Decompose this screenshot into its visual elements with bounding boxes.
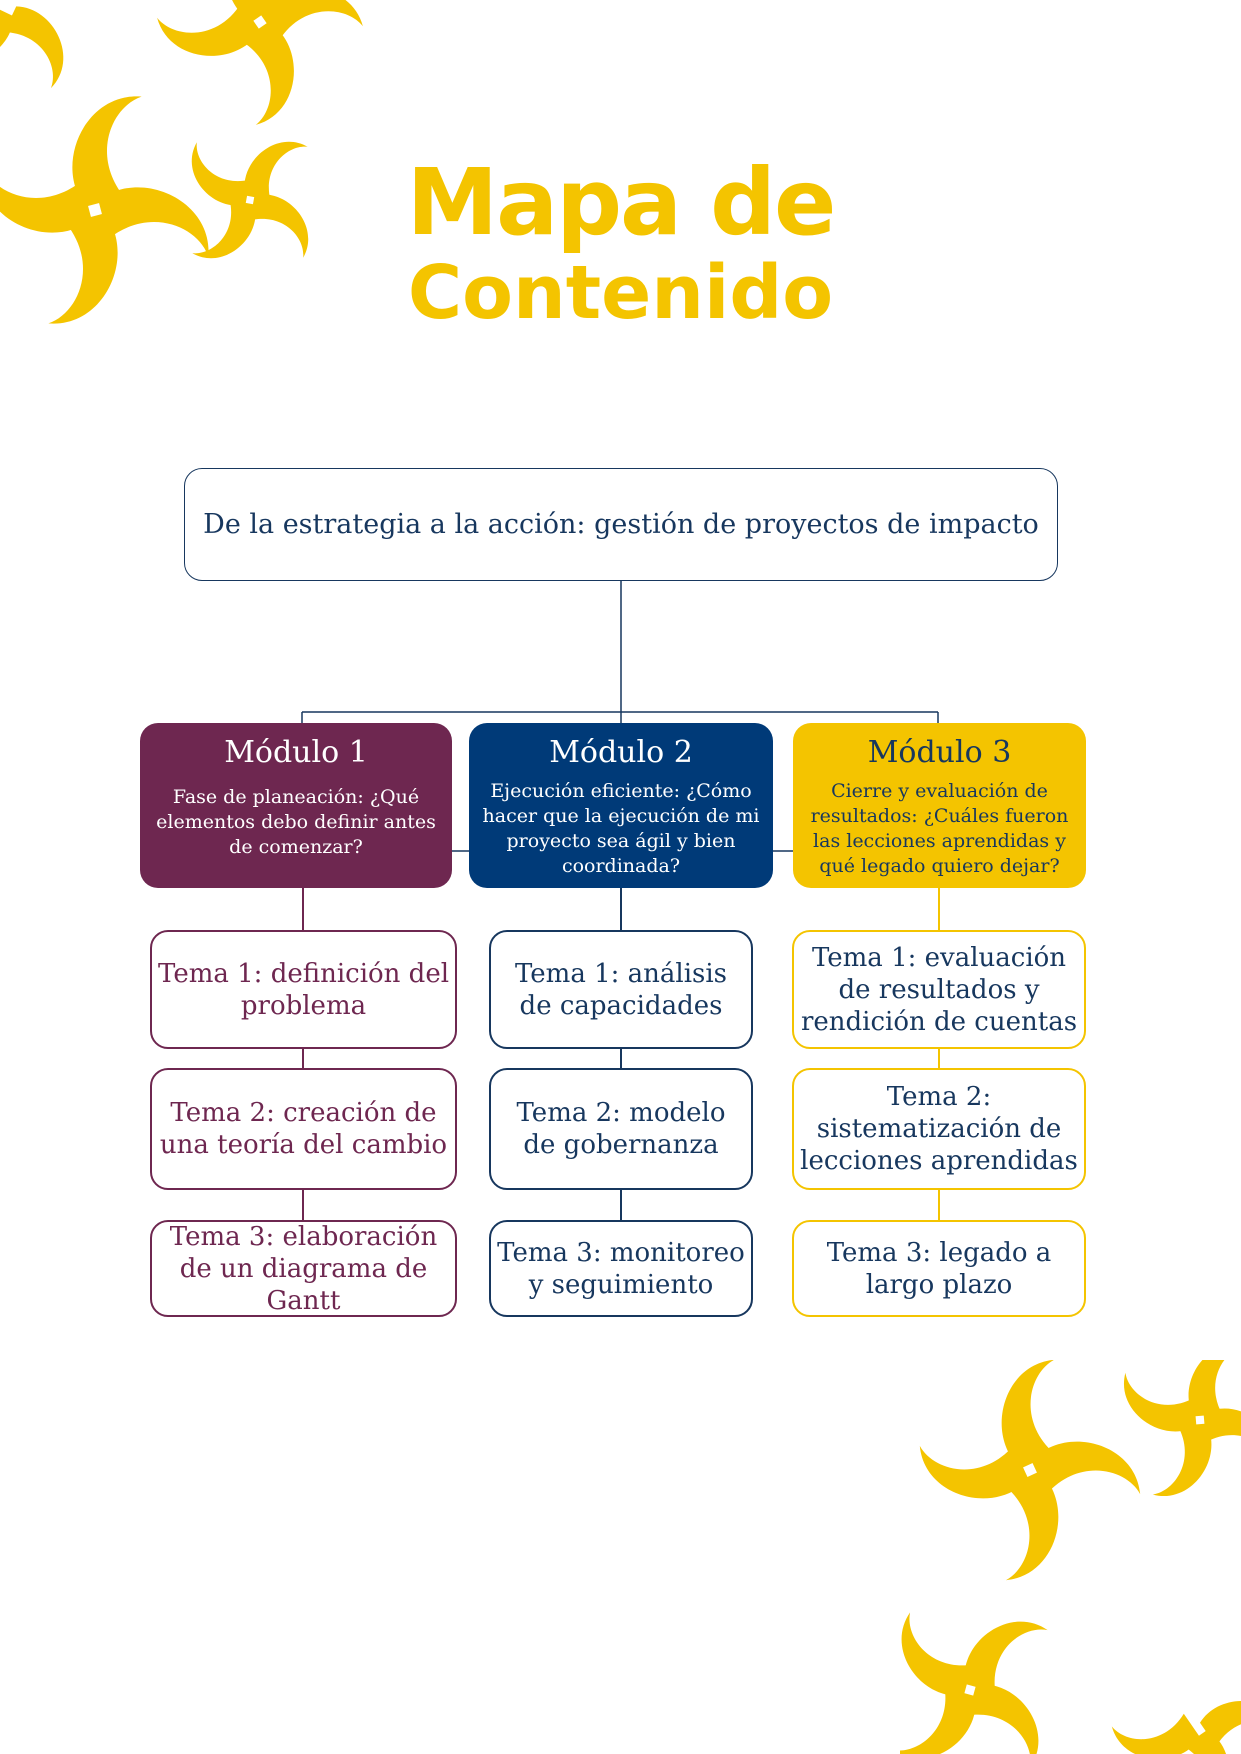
module-3-title: Módulo 3: [867, 735, 1012, 770]
module-2-title: Módulo 2: [549, 735, 693, 770]
topic-label: Tema 2: modelo de gobernanza: [516, 1098, 726, 1160]
module-2-topic-3: [489, 1220, 753, 1317]
module-3-topic-2: [792, 1068, 1086, 1190]
course-title-text: De la estrategia a la acción: gestión de proyectos de impacto: [203, 509, 1039, 540]
topic-label: Tema 1: evaluación de resultados y rendición de cuentas: [800, 942, 1078, 1037]
course-title-box: [184, 468, 1058, 581]
module-3-description: Cierre y evaluación de resultados: ¿Cuáles fueron las lecciones aprendidas y qué legado quiero dejar?: [810, 780, 1069, 877]
module-1-description: Fase de planeación: ¿Qué elementos debo definir antes de comenzar?: [156, 786, 436, 858]
topic-label: Tema 1: análisis de capacidades: [514, 958, 728, 1021]
module-2-topic-2: [489, 1068, 753, 1190]
topic-label: Tema 2: creación de una teoría del cambio: [159, 1098, 448, 1160]
module-1-topic-2: [150, 1068, 457, 1190]
module-3-topic-1: [792, 930, 1086, 1049]
module-3-topic-3: [792, 1220, 1086, 1317]
module-1-title: Módulo 1: [224, 735, 368, 770]
topic-label: Tema 2: sistematización de lecciones aprendidas: [800, 1082, 1078, 1176]
module-2-box: [469, 723, 773, 888]
page-title-line-1: Mapa de: [406, 149, 835, 256]
page-title-line-2: Contenido: [407, 250, 834, 336]
module-1-box: [140, 723, 452, 888]
topic-label: Tema 3: monitoreo y seguimiento: [497, 1237, 745, 1300]
module-1-topic-1: [150, 930, 457, 1049]
module-2-topic-1: [489, 930, 753, 1049]
topic-label: Tema 1: definición del problema: [158, 958, 450, 1021]
topic-label: Tema 3: elaboración de un diagrama de Gantt: [169, 1221, 438, 1316]
topic-label: Tema 3: legado a largo plazo: [826, 1237, 1052, 1300]
module-3-box: [793, 723, 1086, 888]
module-2-description: Ejecución eficiente: ¿Cómo hacer que la ejecución de mi proyecto sea ágil y bien coordinada?: [482, 780, 760, 877]
module-1-topic-3: [150, 1220, 457, 1317]
